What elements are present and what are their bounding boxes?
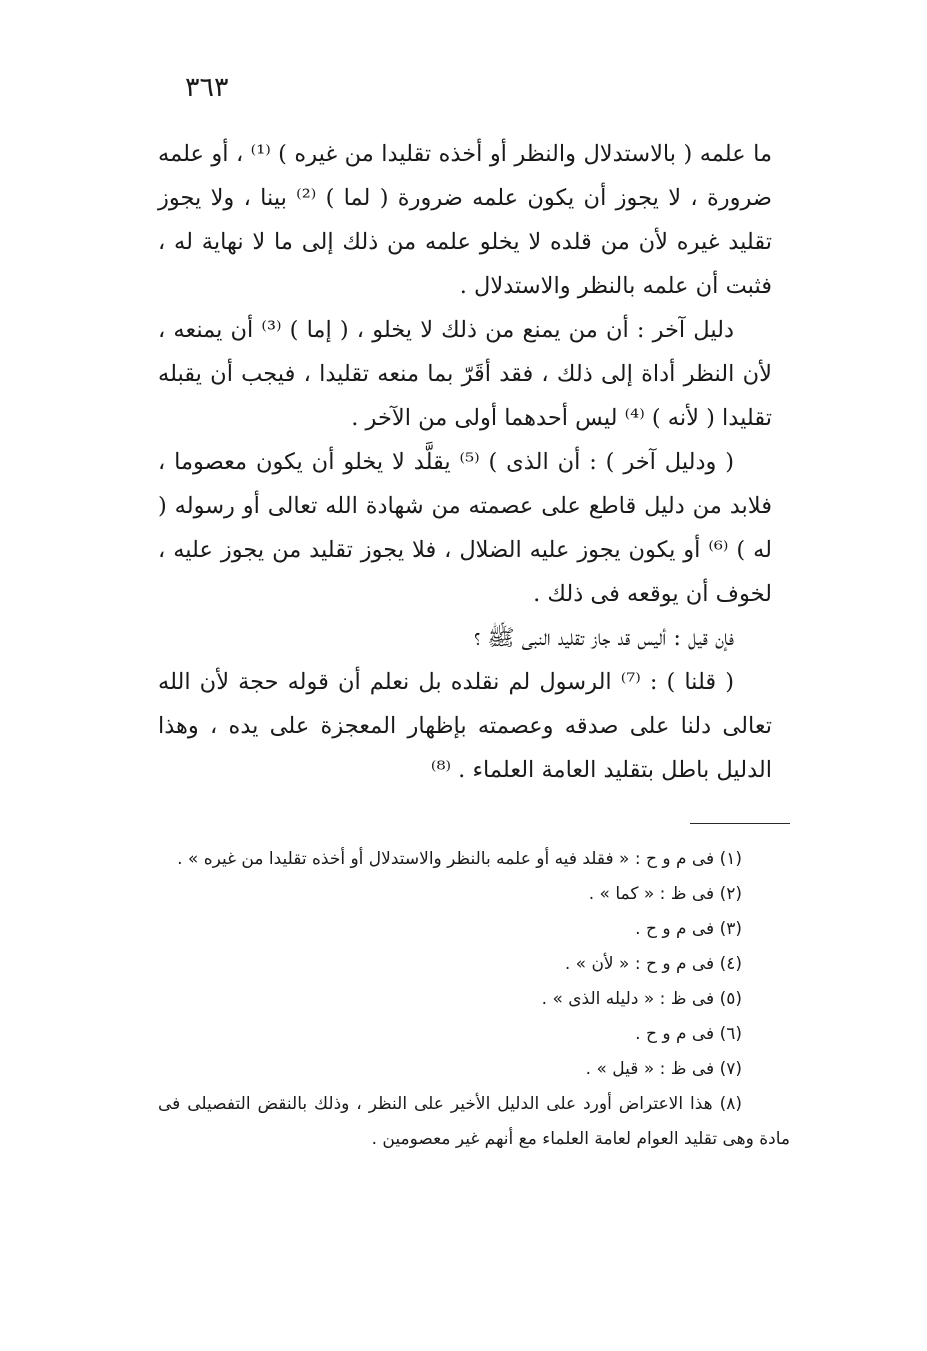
page-number: ٣٦٣: [185, 72, 229, 103]
footnote-4: (٤) فى م و ح : « لأن » .: [564, 954, 742, 974]
footnote-6: (٦) فى م و ح .: [635, 1024, 742, 1044]
paragraph-1: ما علمه ( بالاستدلال والنظر أو أخذه تقليدا من غيره ) ⁽¹⁾ ، أو علمه ضرورة ، لا يجوز أن يكون علمه ضرورة ( لما ) ⁽²⁾ بينا ، ولا يجوز تقليد غيره لأن من قلده لا يخلو علمه من ذلك إلى ما لا نهاية له ، فثبت أن علمه بالنظر والاستدلال .: [158, 141, 772, 299]
paragraph-2: دليل آخر : أن من يمنع من ذلك لا يخلو ، ( إما ) ⁽³⁾ أن يمنعه ، لأن النظر أداة إلى ذلك ، فقد أقَرّ بما منعه تقليدا ، فيجب أن يقبله تقليدا ( لأنه ) ⁽⁴⁾ ليس أحدهما أولى من الآخر .: [158, 317, 772, 431]
footnote-5: (٥) فى ظ : « دليله الذى » .: [541, 989, 742, 1009]
main-text: [158, 132, 772, 792]
footnote-divider: [690, 823, 790, 824]
footnote-8: (٨) هذا الاعتراض أورد على الدليل الأخير على النظر ، وذلك بالنقض التفصيلى فى مادة وهى تقليد العوام لعامة العلماء مع أنهم غير معصومين .: [158, 1094, 790, 1149]
footnote-2: (٢) فى ظ : « كما » .: [588, 884, 742, 904]
footnotes: [158, 842, 790, 1157]
footnote-3: (٣) فى م و ح .: [635, 919, 742, 939]
paragraph-5: ( قلنا ) : ⁽⁷⁾ الرسول لم نقلده بل نعلم أن قوله حجة لأن الله تعالى دلنا على صدقه وعصمته بإظهار المعجزة على يده ، وهذا الدليل باطل بتقليد العامة العلماء . ⁽⁸⁾: [158, 669, 772, 783]
paragraph-3: ( ودليل آخر ) : أن الذى ) ⁽⁵⁾ يقلَّد لا يخلو أن يكون معصوما ، فلابد من دليل قاطع على عصمته من شهادة الله تعالى أو رسوله ( له ) ⁽⁶⁾ أو يكون يجوز عليه الضلال ، فلا يجوز تقليد من يجوز عليه ، لخوف أن يوقعه فى ذلك .: [158, 449, 772, 607]
paragraph-4: فإن قيل : أليس قد جاز تقليد النبى ﷺ ؟: [474, 625, 734, 651]
footnote-1: (١) فى م و ح : « فقلد فيه أو علمه بالنظر والاستدلال أو أخذه تقليدا من غيره » .: [177, 849, 742, 869]
footnote-7: (٧) فى ظ : « قيل » .: [585, 1059, 742, 1079]
